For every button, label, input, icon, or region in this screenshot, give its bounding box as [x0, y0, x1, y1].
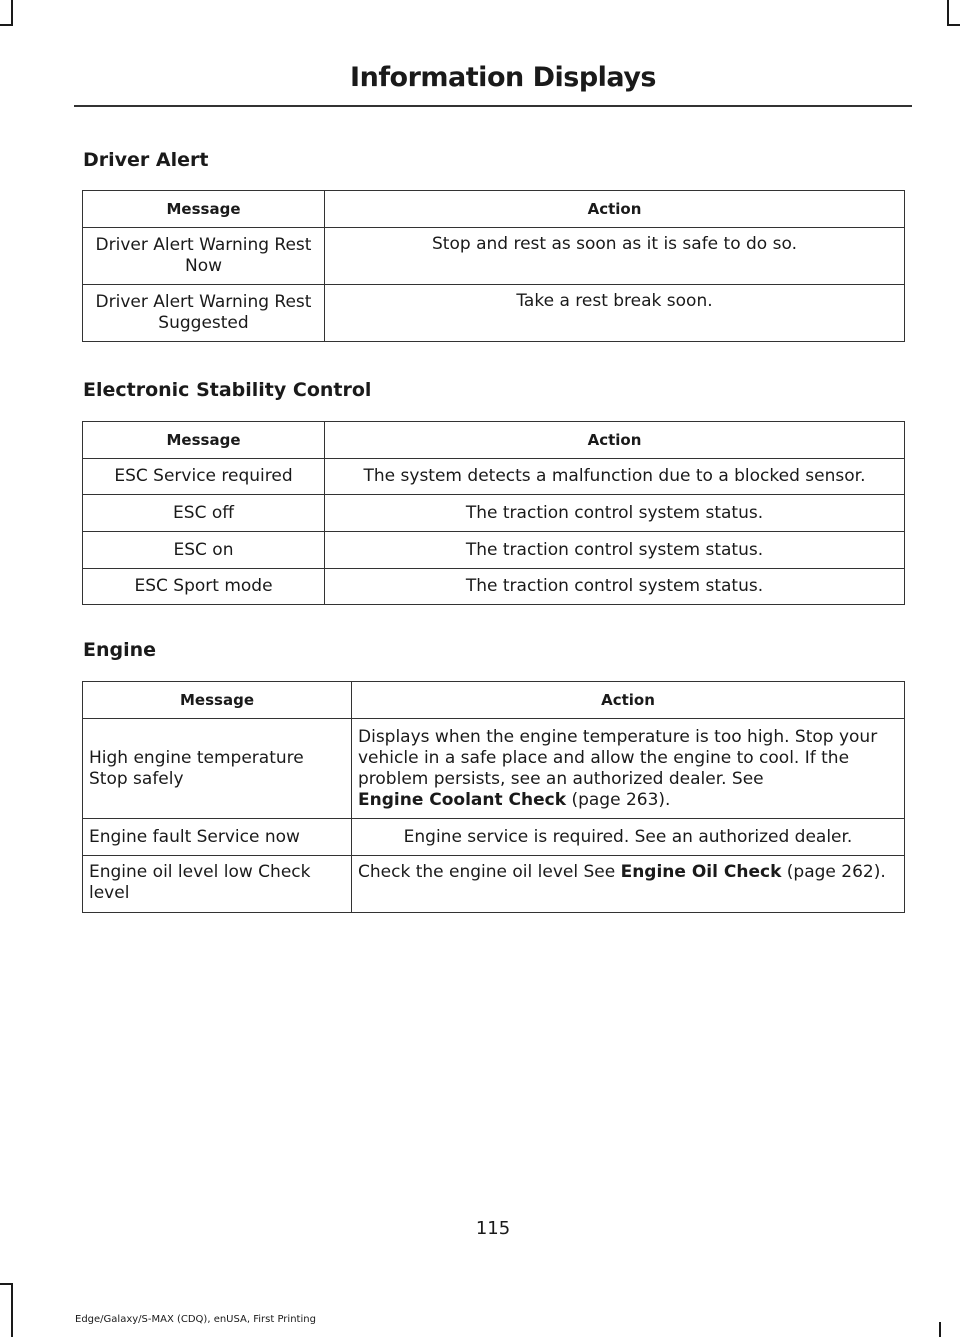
cross-reference-link[interactable]: Engine Oil Check — [620, 862, 782, 882]
engine-table — [82, 681, 905, 913]
action-cell: The traction control system status. — [325, 532, 905, 569]
action-cell: The traction control system status. — [325, 495, 905, 532]
column-header-action: Action — [352, 682, 905, 719]
table-row — [83, 495, 905, 532]
cross-reference-page: (page 263). — [571, 789, 671, 810]
table-row — [83, 569, 905, 605]
crop-mark — [947, 24, 960, 26]
action-cell: The system detects a malfunction due to a blocked sensor. — [325, 459, 905, 495]
cross-reference-page: (page 262). — [786, 862, 886, 882]
crop-mark — [939, 1322, 941, 1337]
message-cell: Engine fault Service now — [83, 819, 352, 856]
action-cell: Engine service is required. See an authorized dealer. — [352, 819, 905, 856]
section-heading-engine: Engine — [83, 639, 157, 661]
action-cell: Stop and rest as soon as it is safe to do so. — [325, 228, 905, 285]
column-header-action: Action — [325, 191, 905, 228]
table-row — [83, 719, 905, 819]
table-header-row — [83, 191, 905, 228]
message-cell: High engine temperature Stop safely — [83, 719, 352, 819]
crop-mark — [947, 0, 949, 26]
action-text: Check the engine oil level See — [358, 862, 616, 882]
crop-mark — [0, 1283, 13, 1285]
message-cell: ESC on — [83, 532, 325, 569]
action-text: Displays when the engine temperature is too high. Stop your vehicle in a safe place and allow the engine to cool. If the problem persists, see an authorized dealer. See — [358, 726, 878, 789]
cross-reference-link[interactable]: Engine Coolant Check — [358, 789, 567, 810]
table-row — [83, 856, 905, 913]
message-cell: Engine oil level low Check level — [83, 856, 352, 913]
crop-mark — [11, 1283, 13, 1337]
action-cell — [352, 856, 905, 913]
table-header-row — [83, 422, 905, 459]
column-header-message: Message — [83, 682, 352, 719]
column-header-action: Action — [325, 422, 905, 459]
message-cell: ESC Sport mode — [83, 569, 325, 605]
message-cell: ESC off — [83, 495, 325, 532]
message-cell: Driver Alert Warning Rest Now — [83, 228, 325, 285]
action-cell: The traction control system status. — [325, 569, 905, 605]
header-divider — [74, 105, 912, 107]
footer-text: Edge/Galaxy/S-MAX (CDQ), enUSA, First Printing — [75, 1314, 316, 1325]
table-row — [83, 819, 905, 856]
table-row — [83, 459, 905, 495]
action-cell: Take a rest break soon. — [325, 285, 905, 342]
page-number: 115 — [475, 1218, 511, 1239]
section-heading-driver-alert: Driver Alert — [83, 149, 209, 171]
table-row — [83, 532, 905, 569]
action-cell — [352, 719, 905, 819]
column-header-message: Message — [83, 422, 325, 459]
page-title: Information Displays — [350, 62, 656, 93]
crop-mark — [11, 0, 13, 26]
section-heading-esc: Electronic Stability Control — [83, 379, 372, 401]
message-cell: ESC Service required — [83, 459, 325, 495]
table-header-row — [83, 682, 905, 719]
crop-mark — [0, 24, 13, 26]
table-row — [83, 285, 905, 342]
driver-alert-table — [82, 190, 905, 342]
esc-table — [82, 421, 905, 605]
column-header-message: Message — [83, 191, 325, 228]
message-cell: Driver Alert Warning Rest Suggested — [83, 285, 325, 342]
table-row — [83, 228, 905, 285]
